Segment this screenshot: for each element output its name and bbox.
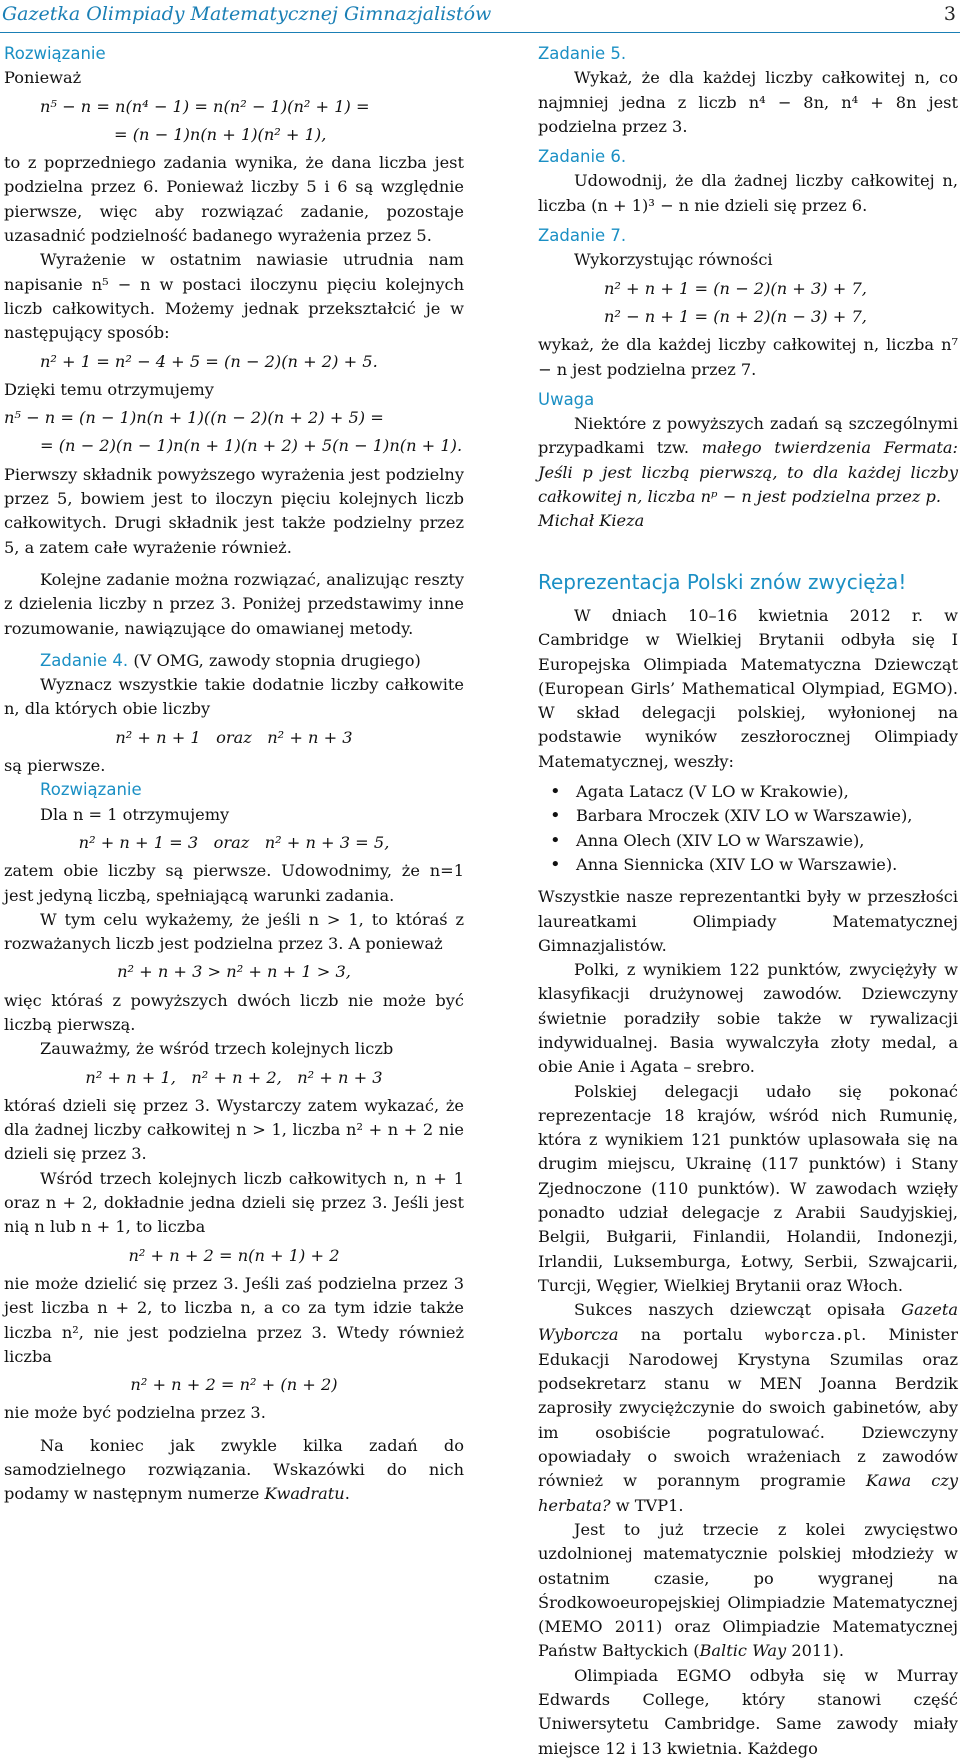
paragraph: Wszystkie nasze reprezentantki były w przeszłości laureatkami Olimpiady Matematycznej Gimnazjalistów.: [538, 887, 958, 955]
portal-link[interactable]: wyborcza.pl: [765, 1327, 862, 1344]
paragraph: Sukces naszych dziewcząt opisała Gazeta Wyborcza na portalu wyborcza.pl. Minister Edukacji Narodowej Krystyna Szumilas oraz podsekretarz stanu w MEN Joanna Berdzik zaprosiły zwyciężczynie do swoich gabinetów, aby im osobiście pogratulować. Dziewczyny opowiadały o swoich wrażeniach z zawodów również w porannym programie Kawa czy herbata? w TVP1.: [538, 1300, 959, 1515]
list-item: • Agata Latacz (V LO w Krakowie),: [538, 780, 958, 804]
paragraph: Olimpiada EGMO odbyła się w Murray Edwards College, który stanowi część Uniwersytetu Cambridge. Same zawody miały miejsce 12 i 13 kwietnia. Każdego: [538, 1665, 958, 1758]
paragraph: nie może dzielić się przez 3. Jeśli zaś podzielna przez 3 jest liczba n + 2, to liczba n, a co za tym idzie także liczba n², nie jest podzielna przez 3. Wtedy również liczba: [4, 1273, 464, 1366]
paragraph: Dla n = 1 otrzymujemy: [40, 804, 230, 824]
equation: n² + n + 2 = n(n + 1) + 2: [128, 1245, 340, 1265]
equation: n² + n + 3 > n² + n + 1 > 3,: [117, 962, 351, 982]
paragraph: Udowodnij, że dla żadnej liczby całkowitej n, liczba (n + 1)³ − n nie dzieli się przez 6.: [538, 171, 958, 215]
paragraph: Wyznacz wszystkie takie dodatnie liczby całkowite n, dla których obie liczby: [4, 675, 464, 719]
paragraph: wykaż, że dla każdej liczby całkowitej n, liczba n⁷ − n jest podzielna przez 7.: [538, 335, 958, 379]
equation: n⁵ − n = (n − 1)n(n + 1)((n − 2)(n + 2) + 5) =: [4, 408, 384, 428]
right-column: [538, 42, 958, 1761]
problem-label: Zadanie 4.: [40, 650, 129, 670]
equation: n⁵ − n = n(n⁴ − 1) = n(n² − 1)(n² + 1) =: [40, 96, 370, 116]
equation: n² + n + 1 = (n − 2)(n + 3) + 7,: [604, 278, 867, 298]
equation: n² + 1 = n² − 4 + 5 = (n − 2)(n + 2) + 5.: [40, 351, 378, 371]
paragraph: są pierwsze.: [4, 756, 106, 776]
solution-heading: Rozwiązanie: [4, 44, 106, 63]
equation: n² + n + 2 = n² + (n + 2): [130, 1375, 338, 1395]
paragraph: Wyrażenie w ostatnim nawiasie utrudnia nam napisanie n⁵ − n w postaci iloczynu pięciu kolejnych liczb całkowitych. Możemy jednak przekształcić je w następujący sposób:: [4, 250, 464, 343]
left-column: [4, 42, 464, 1507]
paragraph: Kolejne zadanie można rozwiązać, analizując reszty z dzielenia liczby n przez 3. Poniżej przedstawimy inne rozumowanie, nawiązujące do omawianej metody.: [4, 569, 464, 638]
tv-program-name: Kawa czy herbata?: [538, 1471, 958, 1515]
equation: n² + n + 1, n² + n + 2, n² + n + 3: [85, 1067, 383, 1087]
olympiad-name: Baltic Way: [699, 1641, 787, 1661]
paragraph: W tym celu wykażemy, że jeśli n > 1, to któraś z rozważanych liczb jest podzielna przez 3. A ponieważ: [4, 909, 464, 954]
problem-label: Zadanie 6.: [538, 147, 627, 167]
paragraph: Dzięki temu otrzymujemy: [4, 379, 214, 399]
paragraph: to z poprzedniego zadania wynika, że dana liczba jest podzielna przez 6. Ponieważ liczby 5 i 6 są względnie pierwsze, więc aby rozwiązać zadanie, pozostaje uzasadnić podzielność badanego wyrażenia przez 5.: [4, 153, 464, 246]
paragraph: więc któraś z powyższych dwóch liczb nie może być liczbą pierwszą.: [4, 990, 464, 1034]
paragraph: W dniach 10–16 kwietnia 2012 r. w Cambridge w Wielkiej Brytanii odbyła się I Europejska Olimpiada Matematyczna Dziewcząt (European Girls’ Mathematical Olympiad, EGMO). W skład delegacji polskiej, wyłonionej na podstawie wyników zeszłorocznej Olimpiady Matematycznej, weszły:: [538, 605, 958, 771]
paragraph: Wykorzystując równości: [574, 250, 773, 270]
equation: = (n − 2)(n − 1)n(n + 1)(n + 2) + 5(n − 1)n(n + 1).: [40, 436, 463, 456]
paragraph: zatem obie liczby są pierwsze. Udowodnimy, że n=1 jest jedyną liczbą, spełniającą warunki zadania.: [4, 861, 464, 905]
header-rule: [0, 32, 960, 33]
page-header: [0, 0, 960, 34]
closing-paragraph: Na koniec jak zwykle kilka zadań do samodzielnego rozwiązania. Wskazówki do nich podamy w następnym numerze Kwadratu.: [4, 1435, 464, 1504]
paragraph: Polskiej delegacji udało się pokonać reprezentacje 18 krajów, wśród nich Rumunię, która z wynikiem 121 punktów uplasowała się na drugim miejscu, Ukrainę (117 punktów) i Stany Zjednoczone (110 punktów). W zawodach wzięły ponadto udział delegacje z Arabii Saudyjskiej, Belgii, Bułgarii, Finlandii, Holandii, Indonezji, Irlandii, Luksemburga, Łotwy, Serbii, Szwajcarii, Turcji, Węgier, Wielkiej Brytanii oraz Włoch.: [538, 1081, 958, 1295]
paragraph: Zauważmy, że wśród trzech kolejnych liczb: [40, 1039, 394, 1059]
equation: n² − n + 1 = (n + 2)(n − 3) + 7,: [604, 306, 867, 326]
paragraph: Jest to już trzecie z kolei zwycięstwo uzdolnionej matematycznie polskiej młodzieży w ostatnim czasie, po wygranej na Środkowoeuropejskiej Olimpiadzie Matematycznej (MEMO 2011) oraz Olimpiadzie Matematycznej Państw Bałtyckich (Baltic Way 2011).: [538, 1519, 958, 1661]
solution-heading: Rozwiązanie: [40, 780, 142, 800]
paragraph: Polki, z wynikiem 122 punktów, zwyciężyły w klasyfikacji drużynowej zawodów. Dziewczyny świetnie poradziły sobie także w rywalizacji indywidualnej. Basia wywalczyła złoty medal, a obie Anie i Agata – srebro.: [538, 960, 958, 1077]
list-item: • Anna Siennicka (XIV LO w Warszawie).: [538, 853, 958, 877]
journal-name: Kwadratu: [264, 1484, 345, 1504]
equation: = (n − 1)n(n + 1)(n² + 1),: [114, 124, 327, 144]
problem-4-heading: [4, 649, 464, 673]
list-item: • Anna Olech (XIV LO w Warszawie),: [538, 829, 958, 853]
article-title: Reprezentacja Polski znów zwycięża!: [538, 569, 907, 594]
problem-label: Zadanie 5.: [538, 44, 627, 63]
list-item: • Barbara Mroczek (XIV LO w Warszawie),: [538, 804, 958, 828]
equation: n² + n + 1 oraz n² + n + 3: [115, 727, 353, 747]
paragraph: Pierwszy składnik powyższego wyrażenia jest podzielny przez 5, bowiem jest to iloczyn pięciu kolejnych liczb całkowitych. Drugi składnik jest także podzielny przez 5, a zatem całe wyrażenie również.: [4, 464, 464, 557]
team-list: [538, 780, 958, 877]
journal-title: Gazetka Olimpiady Matematycznej Gimnazjalistów: [2, 3, 492, 25]
problem-label: Zadanie 7.: [538, 226, 627, 246]
paragraph: Niektóre z powyższych zadań są szczególnymi przypadkami tzw. małego twierdzenia Fermata: Jeśli p jest liczbą pierwszą, to dla każdej liczby całkowitej n, liczba nᵖ − n jest podzielna przez p.: [538, 414, 958, 507]
paragraph: Wśród trzech kolejnych liczb całkowitych n, n + 1 oraz n + 2, dokładnie jedna dzieli się przez 3. Jeśli jest nią n lub n + 1, to liczba: [4, 1168, 464, 1237]
author-signature: Michał Kieza: [538, 511, 645, 531]
paragraph: Wykaż, że dla każdej liczby całkowitej n, co najmniej jedna z liczb n⁴ − 8n, n⁴ + 8n jest podzielna przez 3.: [538, 68, 958, 136]
remark-label: Uwaga: [538, 389, 595, 409]
problem-source: (V OMG, zawody stopnia drugiego): [128, 650, 421, 670]
equation: n² + n + 1 = 3 oraz n² + n + 3 = 5,: [78, 832, 390, 852]
paragraph: któraś dzieli się przez 3. Wystarczy zatem wykazać, że dla żadnej liczby całkowitej n > 1, liczba n² + n + 2 nie dzieli się przez 3.: [4, 1095, 464, 1164]
fermat-theorem: małego twierdzenia Fermata: Jeśli p jest liczbą pierwszą, to dla każdej liczby całkowitej n, liczba nᵖ − n jest podzielna przez p.: [538, 438, 958, 507]
paragraph: nie może być podzielna przez 3.: [4, 1403, 266, 1423]
page-number: 3: [943, 3, 956, 25]
paragraph: Ponieważ: [4, 68, 82, 88]
newspaper-name: Gazeta Wyborcza: [538, 1300, 958, 1344]
